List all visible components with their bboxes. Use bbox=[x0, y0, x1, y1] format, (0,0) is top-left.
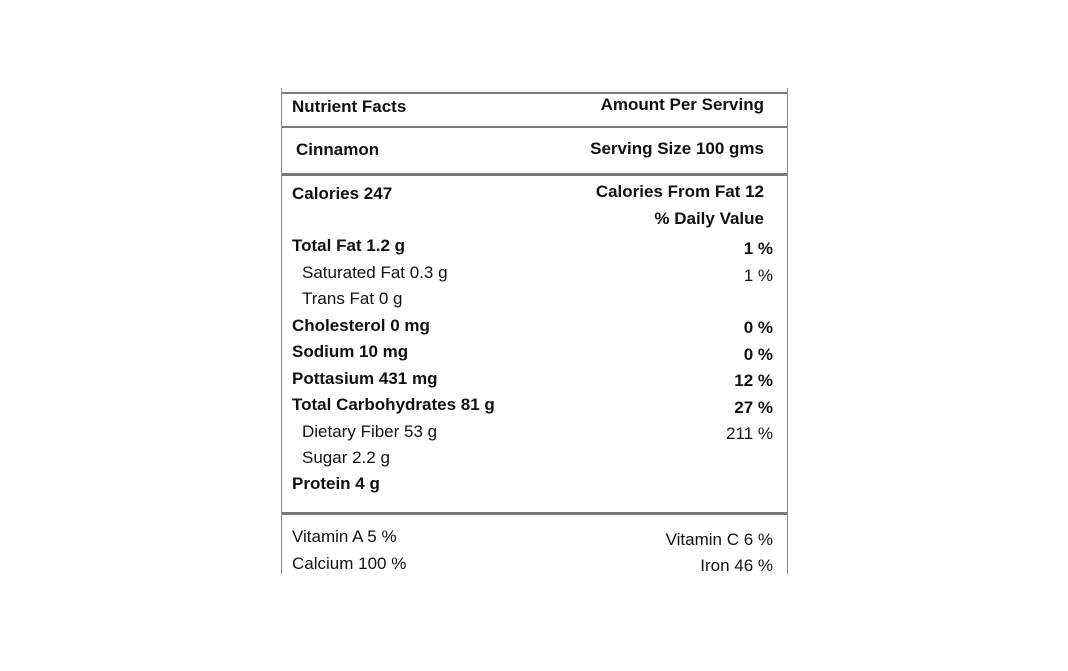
calories-total: Calories 247 bbox=[292, 184, 393, 203]
label-title: Nutrient Facts bbox=[292, 97, 407, 116]
nutrient-total-carbohydrates: Total Carbohydrates 81 g bbox=[292, 395, 495, 414]
calcium: Calcium 100 % bbox=[292, 554, 407, 573]
nutrient-saturated-fat: Saturated Fat 0.3 g bbox=[302, 263, 448, 282]
nutrient-cholesterol: Cholesterol 0 mg bbox=[292, 316, 430, 335]
header-divider bbox=[282, 126, 787, 128]
nutrients-divider bbox=[282, 512, 787, 515]
nutrient-potassium: Pottasium 431 mg bbox=[292, 369, 438, 388]
daily-value-heading: % Daily Value bbox=[654, 209, 764, 228]
nutrient-saturated-fat-dv: 1 % bbox=[743, 266, 773, 285]
serving-size: Serving Size 100 gms bbox=[590, 139, 764, 158]
nutrient-sugar: Sugar 2.2 g bbox=[302, 448, 390, 467]
nutrient-total-fat: Total Fat 1.2 g bbox=[292, 236, 406, 255]
vitamin-c: Vitamin C 6 % bbox=[665, 530, 773, 549]
nutrient-sodium: Sodium 10 mg bbox=[292, 342, 409, 361]
nutrient-potassium-dv: 12 % bbox=[734, 371, 773, 390]
nutrient-total-fat-dv: 1 % bbox=[743, 239, 773, 258]
nutrient-trans-fat: Trans Fat 0 g bbox=[302, 289, 403, 308]
iron: Iron 46 % bbox=[700, 556, 773, 575]
nutrition-facts-label bbox=[281, 88, 788, 574]
nutrient-protein: Protein 4 g bbox=[292, 474, 380, 493]
amount-per-serving-heading: Amount Per Serving bbox=[600, 95, 764, 114]
product-name: Cinnamon bbox=[296, 140, 380, 159]
product-divider bbox=[282, 173, 787, 176]
nutrient-sodium-dv: 0 % bbox=[743, 345, 773, 364]
calories-from-fat: Calories From Fat 12 bbox=[595, 182, 764, 201]
nutrient-dietary-fiber-dv: 211 % bbox=[726, 424, 773, 443]
vitamin-a: Vitamin A 5 % bbox=[292, 527, 397, 546]
nutrient-cholesterol-dv: 0 % bbox=[743, 318, 773, 337]
top-rule bbox=[282, 92, 787, 94]
nutrient-total-carbohydrates-dv: 27 % bbox=[734, 398, 773, 417]
nutrient-dietary-fiber: Dietary Fiber 53 g bbox=[302, 422, 438, 441]
